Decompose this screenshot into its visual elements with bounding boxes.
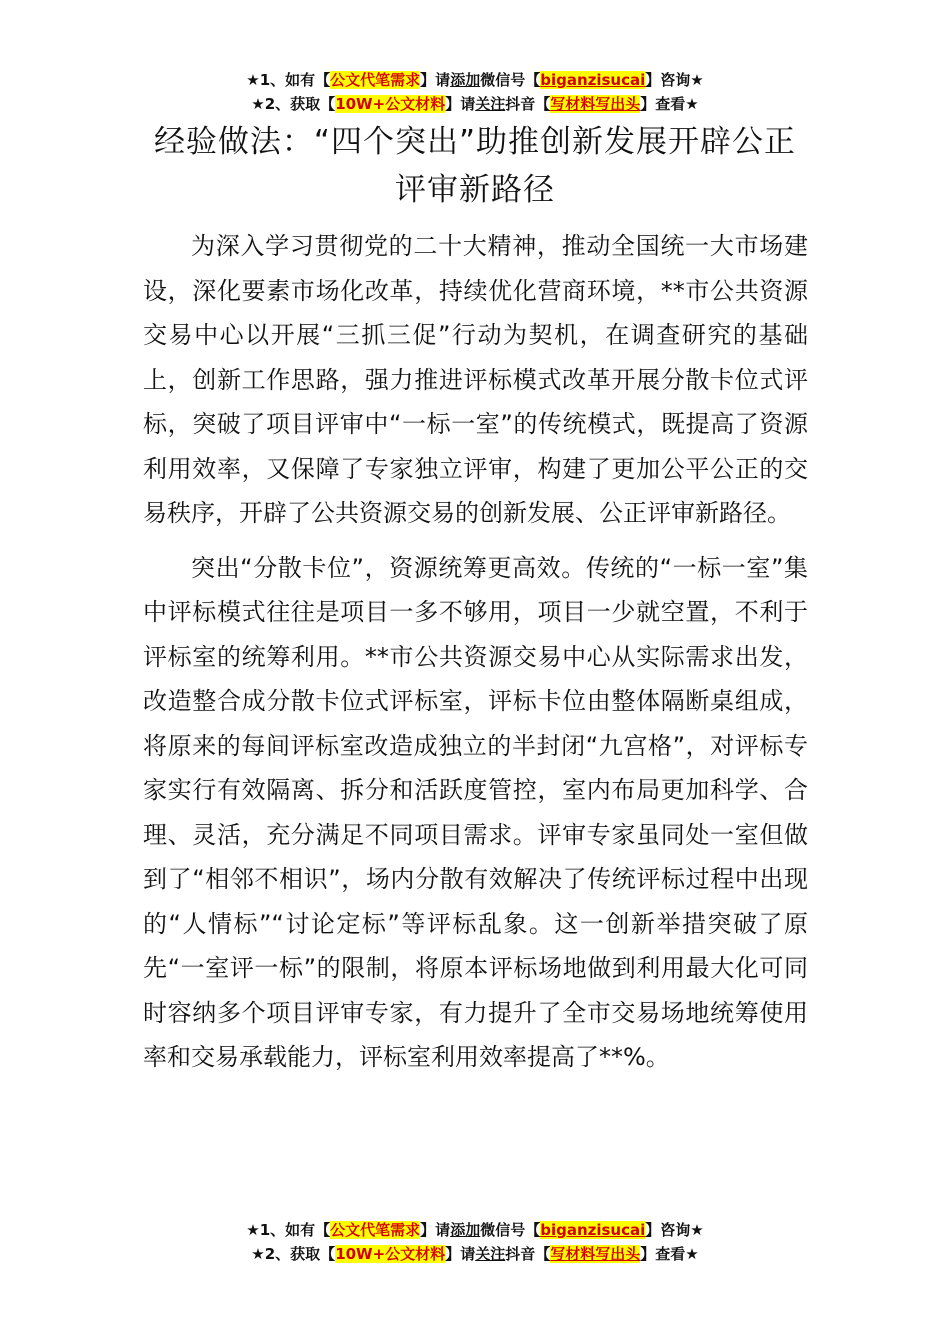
douyin-account-link[interactable]: 写材料写出头: [550, 95, 641, 113]
banner-text: 抖音【: [505, 1245, 551, 1263]
footer-banner: [0, 1218, 950, 1266]
banner-underlined: 添加: [450, 1221, 481, 1239]
paragraph-intro: 为深入学习贯彻党的二十大精神，推动全国统一大市场建设，深化要素市场化改革，持续优化营商环境，**市公共资源交易中心以开展“三抓三促”行动为契机，在调查研究的基础上，创新工作思路，强力推进评标模式改革开展分散卡位式评标，突破了项目评审中“一标一室”的传统模式，既提高了资源利用效率，又保障了专家独立评审，构建了更加公平公正的交易秩序，开辟了公共资源交易的创新发展、公正评审新路径。: [143, 232, 808, 527]
header-banner: [0, 68, 950, 116]
banner-text: 】请: [420, 71, 451, 89]
banner-text: 微信号【: [480, 71, 541, 89]
banner-line-2: [0, 1242, 950, 1266]
banner-highlight: 10W+公文材料: [335, 95, 446, 113]
banner-text: 抖音【: [505, 95, 551, 113]
banner-text: 】查看★: [640, 1245, 699, 1263]
douyin-account-link[interactable]: 写材料写出头: [550, 1245, 641, 1263]
banner-text: 】查看★: [640, 95, 699, 113]
banner-text: 微信号【: [480, 1221, 541, 1239]
document-title: 经验做法：“四个突出”助推创新发展开辟公正评审新路径: [153, 124, 797, 208]
paragraph-section-1: 突出“分散卡位”，资源统筹更高效。传统的“一标一室”集中评标模式往往是项目一多不够用，项目一少就空置，不利于评标室的统筹利用。**市公共资源交易中心从实际需求出发，改造整合成分散卡位式评标室，评标卡位由整体隔断桌组成，将原来的每间评标室改造成独立的半封闭“九宫格”，对评标专家实行有效隔离、拆分和活跃度管控，室内布局更加科学、合理、灵活，充分满足不同项目需求。评审专家虽同处一室但做到了“相邻不相识”，场内分散有效解决了传统评标过程中出现的“人情标”“讨论定标”等评标乱象。这一创新举措突破了原先“一室评一标”的限制，将原本评标场地做到利用最大化可同时容纳多个项目评审专家，有力提升了全市交易场地统筹使用率和交易承载能力，评标室利用效率提高了**%。: [143, 553, 808, 1071]
banner-text: ★1、如有【: [246, 71, 331, 89]
banner-text: 】请: [445, 1245, 476, 1263]
wechat-id-link[interactable]: biganzisucai: [540, 1221, 646, 1239]
banner-underlined: 添加: [450, 71, 481, 89]
banner-text: ★2、获取【: [251, 95, 336, 113]
banner-text: ★1、如有【: [246, 1221, 331, 1239]
banner-text: 】请: [445, 95, 476, 113]
banner-text: 】请: [420, 1221, 451, 1239]
banner-highlight: 公文代笔需求: [330, 1221, 421, 1239]
banner-line-2: [0, 92, 950, 116]
banner-text: 】咨询★: [645, 71, 704, 89]
banner-underlined: 关注: [475, 95, 506, 113]
banner-underlined: 关注: [475, 1245, 506, 1263]
document-body: [143, 224, 808, 1090]
banner-line-1: [0, 1218, 950, 1242]
banner-text: 】咨询★: [645, 1221, 704, 1239]
banner-text: ★2、获取【: [251, 1245, 336, 1263]
banner-highlight: 公文代笔需求: [330, 71, 421, 89]
banner-highlight: 10W+公文材料: [335, 1245, 446, 1263]
banner-line-1: [0, 68, 950, 92]
wechat-id-link[interactable]: biganzisucai: [540, 71, 646, 89]
